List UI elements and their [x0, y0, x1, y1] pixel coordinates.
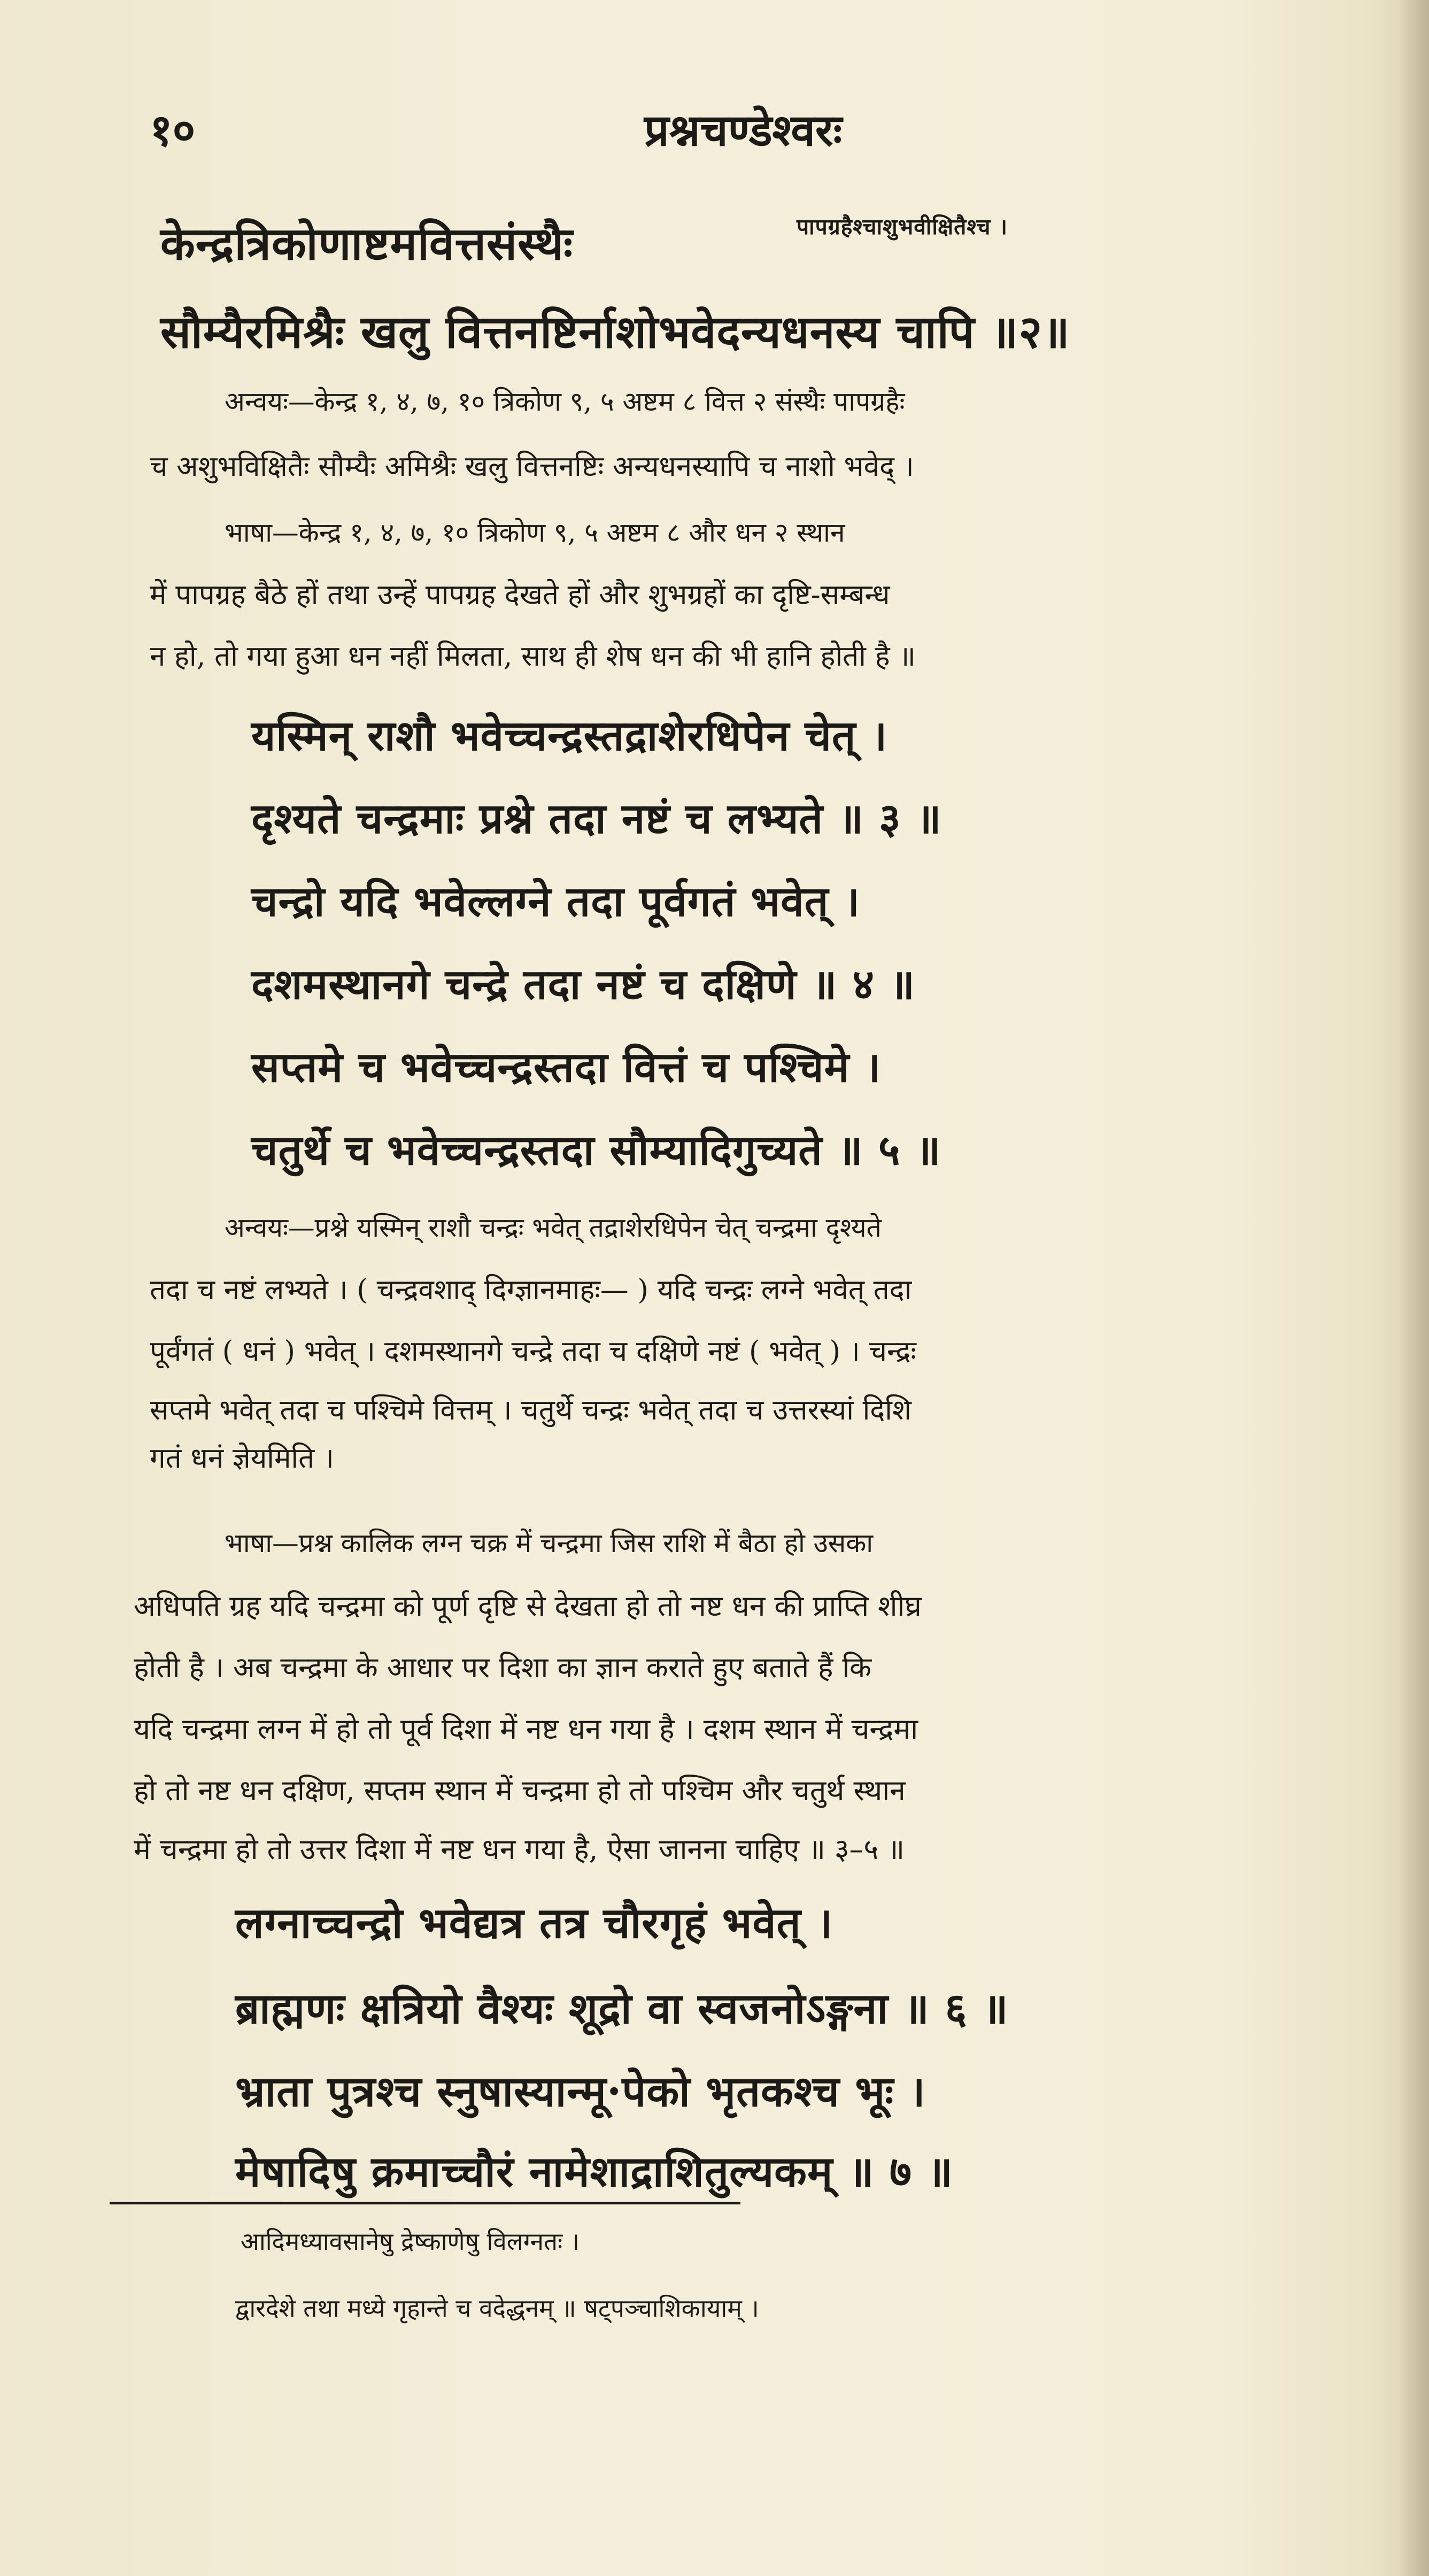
verse-5-line-2: चतुर्थे च भवेच्चन्द्रस्तदा सौम्यादिगुच्यते ॥ ५ ॥: [251, 1126, 941, 1175]
bhasha-2-line-2: अधिपति ग्रह यदि चन्द्रमा को पूर्ण दृष्टि से देखता हो तो नष्ट धन की प्राप्ति शीघ्र: [134, 1589, 922, 1623]
bhasha-1-line-3: न हो, तो गया हुआ धन नहीं मिलता, साथ ही शेष धन की भी हानि होती है ॥: [150, 640, 916, 673]
footnote-rule: [110, 2202, 740, 2204]
anvaya-2-line-4: सप्तमे भवेत् तदा च पश्चिमे वित्तम् । चतुर्थे चन्द्रः भवेत् तदा च उत्तरस्यां दिशि: [150, 1394, 912, 1426]
bhasha-2-line-1: भाषा—प्रश्न कालिक लग्न चक्र में चन्द्रमा जिस राशि में बैठा हो उसका: [225, 1528, 874, 1559]
verse-6-line-2: ब्राह्मणः क्षत्रियो वैश्यः शूद्रो वा स्वजनोऽङ्गना ॥ ६ ॥: [235, 1984, 1009, 2033]
anvaya-1-line-1: अन्वयः—केन्द्र १, ४, ७, १० त्रिकोण ९, ५ अष्टम ८ वित्त २ संस्थैः पापग्रहैः: [225, 386, 905, 417]
verse-3-line-1: यस्मिन् राशौ भवेच्चन्द्रस्तद्राशेरधिपेन चेत् ।: [251, 712, 888, 760]
page-header: [150, 99, 1337, 158]
verse-4-line-2: दशमस्थानगे चन्द्रे तदा नष्टं च दक्षिणे ॥ ४ ॥: [251, 960, 916, 1009]
bhasha-2-line-6: में चन्द्रमा हो तो उत्तर दिशा में नष्ट धन गया है, ऐसा जानना चाहिए ॥ ३–५ ॥: [134, 1832, 905, 1866]
verse-5-line-1: सप्तमे च भवेच्चन्द्रस्तदा वित्तं च पश्चिमे ।: [251, 1043, 881, 1092]
bhasha-1-line-2: में पापग्रह बैठे हों तथा उन्हें पापग्रह देखते हों और शुभग्रहों का दृष्टि-सम्बन्ध: [150, 579, 890, 611]
footnote-line-1: आदिमध्यावसानेषु द्रेष्काणेषु विलग्नतः ।: [241, 2227, 580, 2256]
verse-7-line-1: भ्राता पुत्रश्च स्नुषास्यान्मू·पेको भृतकश्च भूः ।: [235, 2066, 926, 2116]
page-number: १०: [150, 105, 196, 156]
verse-6-line-1: लग्नाच्चन्द्रो भवेद्यत्र तत्र चौरगृहं भवेत् ।: [235, 1898, 833, 1948]
anvaya-2-line-3: पूर्वंगतं ( धनं ) भवेत् । दशमस्थानगे चन्द्रे तदा च दक्षिणे नष्टं ( भवेत् ) । चन्द्रः: [150, 1335, 916, 1368]
footnote-line-2: द्वारदेशे तथा मध्ये गृहान्ते च वदेद्धनम् ॥ षट्पञ्चाशिकायाम् ।: [235, 2294, 759, 2323]
anvaya-2-line-5: गतं धनं ज्ञेयमिति ।: [150, 1442, 334, 1475]
verse-2-line-2: सौम्यैरमिश्रैः खलु वित्तनष्टिर्नाशोभवेदन्यधनस्य चापि ॥२॥: [160, 305, 1070, 358]
verse-2-line-1a: केन्द्रत्रिकोणाष्टमवित्तसंस्थैः: [160, 217, 573, 270]
verse-3-line-2: दृश्यते चन्द्रमाः प्रश्ने तदा नष्टं च लभ्यते ॥ ३ ॥: [251, 795, 942, 843]
verse-2-line-1b: पापग्रहैश्चाशुभवीक्षितैश्च ।: [797, 214, 1008, 240]
bhasha-2-line-4: यदि चन्द्रमा लग्न में हो तो पूर्व दिशा में नष्ट धन गया है । दशम स्थान में चन्द्रमा: [134, 1712, 918, 1746]
verse-7-line-2: मेषादिषु क्रमाच्चौरं नामेशाद्राशितुल्यकम् ॥ ७ ॥: [235, 2147, 954, 2196]
bhasha-2-line-3: होती है । अब चन्द्रमा के आधार पर दिशा का ज्ञान कराते हुए बताते हैं कि: [134, 1651, 872, 1684]
bhasha-1-line-1: भाषा—केन्द्र १, ४, ७, १० त्रिकोण ९, ५ अष्टम ८ और धन २ स्थान: [225, 517, 845, 548]
anvaya-1-line-2: च अशुभविक्षितैः सौम्यैः अमिश्रैः खलु वित्तनष्टिः अन्यधनस्यापि च नाशो भवेद् ।: [150, 450, 914, 483]
verse-4-line-1: चन्द्रो यदि भवेल्लग्ने तदा पूर्वगतं भवेत् ।: [251, 877, 860, 926]
anvaya-2-line-1: अन्वयः—प्रश्ने यस्मिन् राशौ चन्द्रः भवेत् तद्राशेरधिपेन चेत् चन्द्रमा दृश्यते: [225, 1212, 882, 1243]
anvaya-2-line-2: तदा च नष्टं लभ्यते । ( चन्द्रवशाद् दिग्ज्ञानमाहः— ) यदि चन्द्रः लग्ने भवेत् तदा: [150, 1274, 912, 1306]
bhasha-2-line-5: हो तो नष्ट धन दक्षिण, सप्तम स्थान में चन्द्रमा हो तो पश्चिम और चतुर्थ स्थान: [134, 1773, 906, 1807]
running-title: प्रश्नचण्डेश्वरः: [644, 105, 843, 156]
